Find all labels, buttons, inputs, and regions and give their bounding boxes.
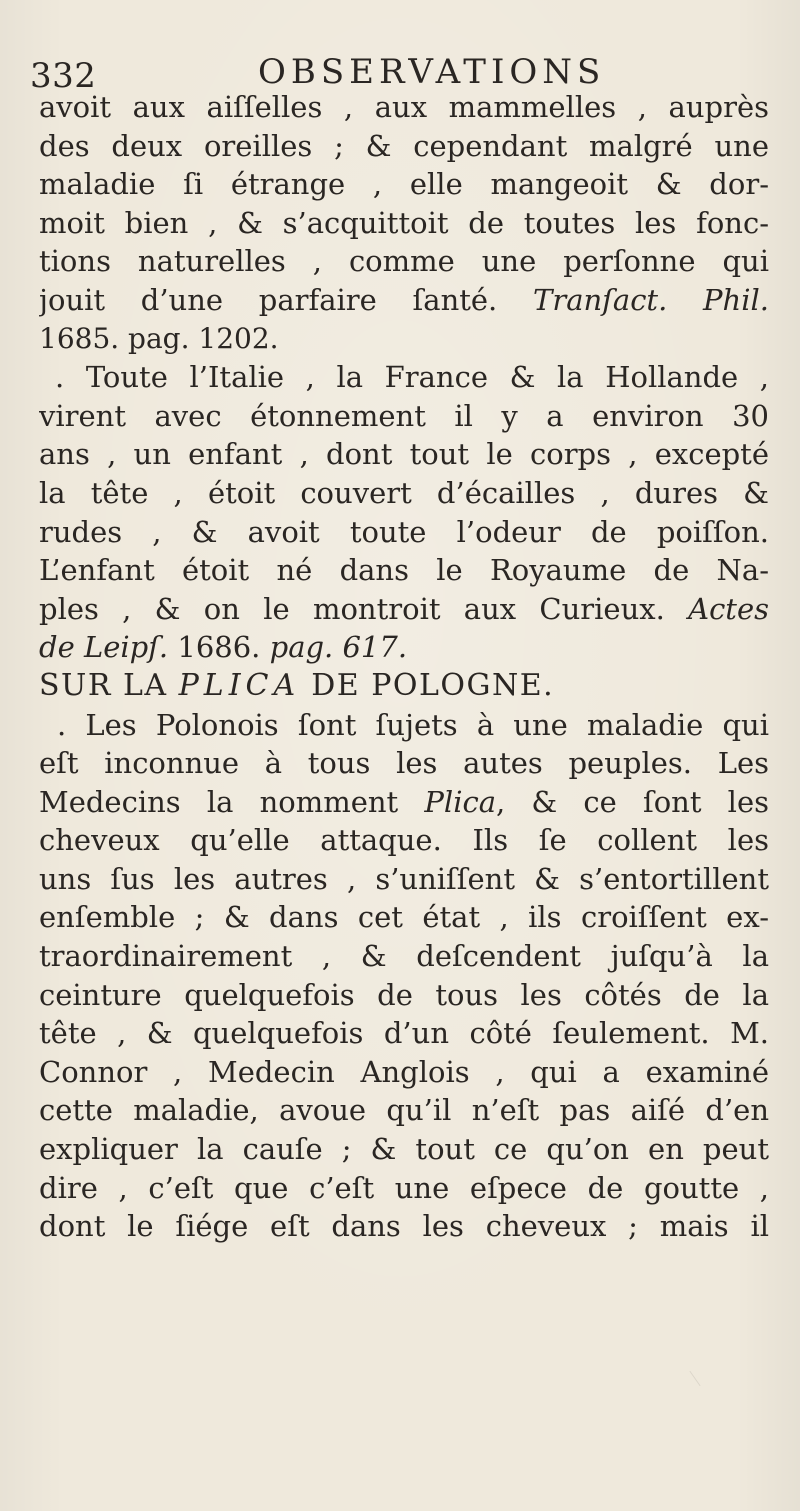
- text-line: uns ſus les autres , s’uniſſent & s’entortillent: [39, 861, 769, 896]
- section-heading: SUR LA PLICA DE POLOGNE.: [39, 667, 555, 703]
- text-line: cheveux qu’elle attaque. Ils ſe collent les: [39, 823, 769, 858]
- text-line: tions naturelles , comme une perſonne qui: [39, 244, 769, 279]
- text-line: eſt inconnue à tous les autes peuples. Les: [39, 746, 769, 781]
- text-line: cette maladie, avoue qu’il n’eſt pas aiſé d’en: [39, 1093, 769, 1128]
- page-number: 332: [30, 56, 97, 96]
- text-line: virent avec étonnement il y a environ 30: [39, 398, 769, 433]
- text-line: . Toute l’Italie , la France & la Hollande ,: [55, 360, 769, 395]
- text-line: de Leipſ. 1686. pag. 617.: [39, 630, 408, 665]
- text-line: jouit d’une parfaire ſanté. Tranſact. Phil.: [39, 282, 769, 317]
- text-line: expliquer la cauſe ; & tout ce qu’on en peut: [39, 1132, 769, 1167]
- text-line: moit bien , & s’acquittoit de toutes les fonc-: [39, 205, 769, 240]
- term-italic: Plica: [424, 784, 496, 819]
- text-line: ples , & on le montroit aux Curieux. Actes: [39, 591, 769, 626]
- text-line: Connor , Medecin Anglois , qui a examiné: [39, 1054, 769, 1089]
- body-text: [39, 88, 769, 1246]
- running-title: OBSERVATIONS: [258, 52, 606, 92]
- paper-mark: [689, 1371, 700, 1386]
- citation-italic: de Leipſ.: [39, 630, 169, 665]
- text-line: dont le ſiége eſt dans les cheveux ; mais il: [39, 1209, 769, 1244]
- text-line: la tête , étoit couvert d’écailles , dures &: [39, 475, 769, 510]
- text-line: maladie ſi étrange , elle mangeoit & dor-: [39, 167, 769, 202]
- text-line: dire , c’eſt que c’eſt une eſpece de goutte ,: [39, 1170, 769, 1205]
- text-line: L’enfant étoit né dans le Royaume de Na-: [39, 553, 769, 588]
- text-line: Medecins la nomment Plica, & ce ſont les: [39, 784, 769, 819]
- text-line: ceinture quelquefois de tous les côtés de la: [39, 977, 769, 1012]
- text-line: rudes , & avoit toute l’odeur de poiſſon.: [39, 514, 769, 549]
- text-line: avoit aux aiſſelles , aux mammelles , auprès: [39, 90, 769, 124]
- text-line: traordinairement , & deſcendent juſqu’à la: [39, 939, 769, 974]
- text-line: des deux oreilles ; & cependant malgré une: [39, 128, 769, 163]
- citation-italic: Tranſact. Phil.: [533, 282, 769, 317]
- heading-italic: PLICA: [178, 667, 301, 703]
- text-line: tête , & quelquefois d’un côté ſeulement. M.: [39, 1016, 769, 1051]
- citation-italic: Actes: [688, 591, 769, 626]
- citation-italic: pag. 617.: [269, 630, 408, 665]
- text-line: ans , un enfant , dont tout le corps , excepté: [39, 437, 769, 472]
- text-line: 1685. pag. 1202.: [39, 321, 279, 355]
- text-line: enſemble ; & dans cet état , ils croiſſent ex-: [39, 900, 769, 935]
- text-line: . Les Polonois ſont ſujets à une maladie qui: [57, 707, 769, 742]
